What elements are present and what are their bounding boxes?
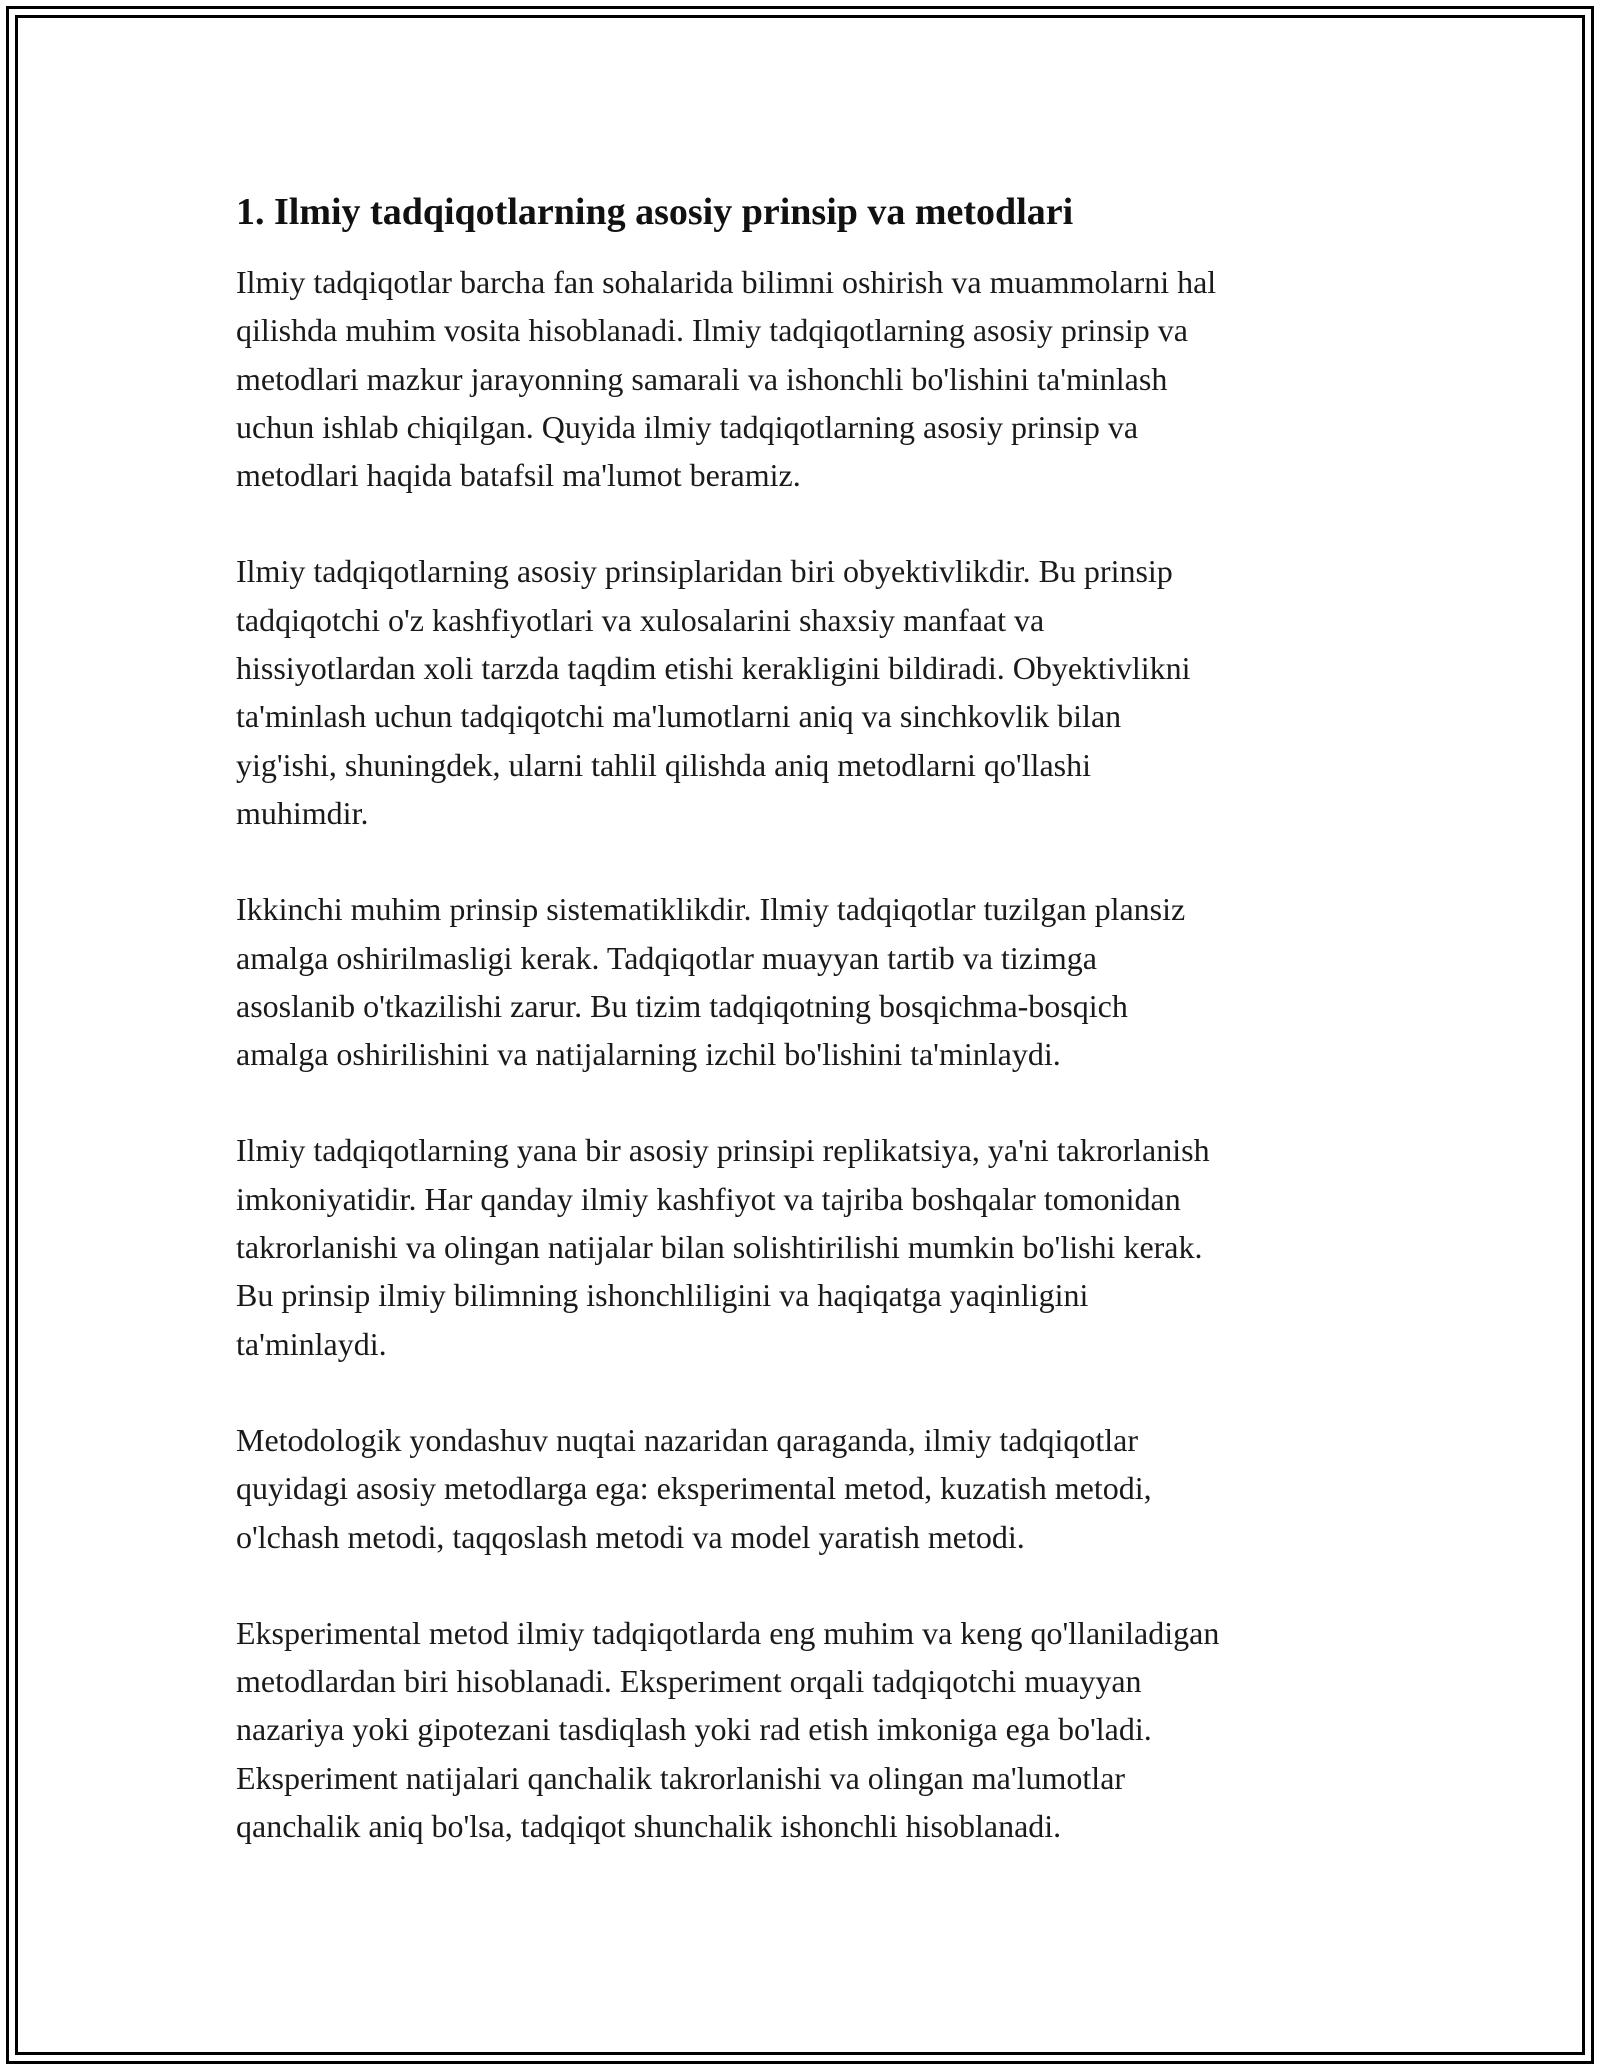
- paragraph-4: [236, 1126, 1396, 1367]
- paragraph-5: [236, 1416, 1396, 1561]
- paragraph-line: amalga oshirilishini va natijalarning izchil bo'lishini ta'minlaydi.: [236, 1036, 1061, 1073]
- paragraph-line: ta'minlaydi.: [236, 1325, 387, 1362]
- paragraph-line: asoslanib o'tkazilishi zarur. Bu tizim tadqiqotning bosqichma-bosqich: [236, 987, 1128, 1024]
- paragraph-line: qilishda muhim vosita hisoblanadi. Ilmiy tadqiqotlarning asosiy prinsip va: [236, 312, 1188, 349]
- paragraph-line: Bu prinsip ilmiy bilimning ishonchliligini va haqiqatga yaqinligini: [236, 1277, 1089, 1314]
- paragraph-line: yig'ishi, shuningdek, ularni tahlil qilishda aniq metodlarni qo'llashi: [236, 746, 1091, 783]
- paragraph-line: Ilmiy tadqiqotlarning yana bir asosiy prinsipi replikatsiya, ya'ni takrorlanish: [236, 1132, 1210, 1169]
- paragraph-line: hissiyotlardan xoli tarzda taqdim etishi kerakligini bildiradi. Obyektivlikni: [236, 650, 1191, 687]
- paragraph-2: [236, 547, 1396, 837]
- paragraph-1: [236, 258, 1396, 499]
- paragraph-line: Ilmiy tadqiqotlarning asosiy prinsiplaridan biri obyektivlikdir. Bu prinsip: [236, 553, 1173, 590]
- paragraph-3: [236, 885, 1396, 1078]
- paragraph-line: metodlari mazkur jarayonning samarali va ishonchli bo'lishini ta'minlash: [236, 360, 1168, 397]
- paragraph-line: uchun ishlab chiqilgan. Quyida ilmiy tadqiqotlarning asosiy prinsip va: [236, 408, 1139, 445]
- paragraph-line: Ikkinchi muhim prinsip sistematiklikdir. Ilmiy tadqiqotlar tuzilgan plansiz: [236, 891, 1186, 928]
- document-body: [236, 188, 1396, 1898]
- paragraph-line: quyidagi asosiy metodlarga ega: eksperimental metod, kuzatish metodi,: [236, 1470, 1152, 1507]
- paragraph-line: metodlari haqida batafsil ma'lumot beramiz.: [236, 457, 801, 494]
- paragraph-6: [236, 1609, 1396, 1850]
- paragraph-line: imkoniyatidir. Har qanday ilmiy kashfiyot va tajriba boshqalar tomonidan: [236, 1180, 1181, 1217]
- paragraph-line: qanchalik aniq bo'lsa, tadqiqot shunchalik ishonchli hisoblanadi.: [236, 1808, 1062, 1845]
- paragraph-line: Metodologik yondashuv nuqtai nazaridan qaraganda, ilmiy tadqiqotlar: [236, 1421, 1138, 1458]
- paragraph-line: Eksperiment natijalari qanchalik takrorlanishi va olingan ma'lumotlar: [236, 1759, 1126, 1796]
- paragraph-line: takrorlanishi va olingan natijalar bilan solishtirilishi mumkin bo'lishi kerak.: [236, 1229, 1203, 1266]
- paragraph-line: o'lchash metodi, taqqoslash metodi va model yaratish metodi.: [236, 1518, 1025, 1555]
- paragraph-line: tadqiqotchi o'z kashfiyotlari va xulosalarini shaxsiy manfaat va: [236, 601, 1045, 638]
- paragraph-line: Ilmiy tadqiqotlar barcha fan sohalarida bilimni oshirish va muammolarni hal: [236, 264, 1217, 300]
- paragraph-list: [236, 258, 1396, 1850]
- paragraph-line: muhimdir.: [236, 794, 369, 831]
- section-heading: 1. Ilmiy tadqiqotlarning asosiy prinsip va metodlari: [236, 191, 1074, 233]
- paragraph-line: amalga oshirilmasligi kerak. Tadqiqotlar muayyan tartib va tizimga: [236, 939, 1097, 976]
- paragraph-line: ta'minlash uchun tadqiqotchi ma'lumotlarni aniq va sinchkovlik bilan: [236, 698, 1122, 735]
- paragraph-line: Eksperimental metod ilmiy tadqiqotlarda eng muhim va keng qo'llaniladigan: [236, 1614, 1220, 1651]
- paragraph-line: nazariya yoki gipotezani tasdiqlash yoki rad etish imkoniga ega bo'ladi.: [236, 1711, 1152, 1748]
- paragraph-line: metodlardan biri hisoblanadi. Eksperiment orqali tadqiqotchi muayyan: [236, 1663, 1142, 1700]
